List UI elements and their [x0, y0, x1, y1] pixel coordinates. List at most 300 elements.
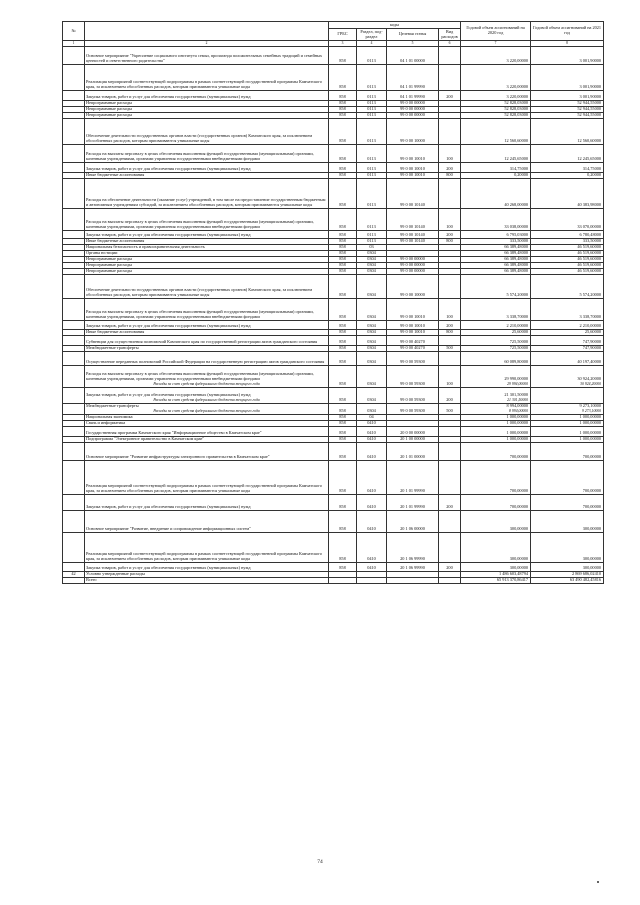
- row-target: 99 0 00 00000: [387, 100, 439, 106]
- row-section: 0304: [357, 262, 387, 268]
- row-grbs: 858: [329, 178, 357, 208]
- row-vid: 200: [439, 387, 461, 403]
- row-section: 0304: [357, 403, 387, 414]
- row-amount-2021: 0,20000: [531, 172, 604, 178]
- row-target: 99 0 00 00000: [387, 256, 439, 262]
- row-amount-2021: 747,90000: [531, 345, 604, 351]
- row-number: [63, 144, 85, 162]
- row-vid: [439, 510, 461, 532]
- row-section: 03: [357, 244, 387, 250]
- row-number: [63, 274, 85, 298]
- row-amount-2020: 52 828,03000: [461, 100, 531, 106]
- row-grbs: 858: [329, 329, 357, 335]
- row-target: 99 0 00 10010: [387, 172, 439, 178]
- row-target: 20 1 01 99990: [387, 460, 439, 494]
- table-row: [63, 208, 604, 230]
- header-grbs: ГРБС: [329, 29, 357, 41]
- table-row: [63, 230, 604, 238]
- header-section: Раздел, под-раздел: [357, 29, 387, 41]
- table-row: [63, 118, 604, 144]
- row-name: Расходы на выплаты персоналу в целях обеспечения выполнения функций государственными (муниципальными) органами, казенными учреждениями, органами управления государственными внебюджетными фондами: [85, 298, 329, 320]
- row-name: Национальная экономика: [85, 414, 329, 420]
- row-name: Связь и информатика: [85, 420, 329, 426]
- row-amount-2020: [461, 387, 531, 403]
- row-amount-2020: 3 220,00000: [461, 64, 531, 90]
- row-name: Основное мероприятие "Укрепление социального института семьи, пропаганда положительных семейных традиций и семейных ценностей и ответственного родительства": [85, 46, 329, 64]
- row-amount-2020: 3 338,70000: [461, 298, 531, 320]
- row-number: [63, 365, 85, 387]
- row-number: [63, 403, 85, 414]
- row-target: 20 1 01 99990: [387, 494, 439, 510]
- col-num-8: 8: [531, 41, 604, 47]
- row-amount-2020: 52 828,03000: [461, 112, 531, 118]
- scan-mark: [597, 881, 599, 883]
- row-name: Обеспечение деятельности государственных органов власти (государственных органов) Камчатского края, за исключением обособленных расходов, которым присваиваются уникальные коды: [85, 118, 329, 144]
- table-row: [63, 274, 604, 298]
- row-target: 99 0 00 59300: [387, 365, 439, 387]
- row-name: Основное мероприятие "Развитие инфраструктуры электронного правительства в Камчатском крае": [85, 442, 329, 460]
- row-number: [63, 510, 85, 532]
- row-section: 0304: [357, 256, 387, 262]
- row-name: Непрограммные расходы: [85, 106, 329, 112]
- row-number: [63, 562, 85, 571]
- row-amount-2021-sub-value: 30 924,20000: [580, 382, 602, 386]
- row-amount-2021: 3 338,70000: [531, 298, 604, 320]
- row-name-text: Расходы на выплаты персоналу в целях обеспечения выполнения функций государственными (муниципальными) органами, казенными учреждениями, органами управления государственными внебюджетными фондами: [86, 371, 314, 382]
- row-grbs: [329, 577, 357, 583]
- row-vid: [439, 351, 461, 365]
- row-target: 99 0 00 10010: [387, 298, 439, 320]
- row-number: [63, 320, 85, 329]
- row-target: 04 1 01 00000: [387, 46, 439, 64]
- row-grbs: 858: [329, 320, 357, 329]
- row-vid: 200: [439, 230, 461, 238]
- row-section: 0410: [357, 562, 387, 571]
- row-name: Закупка товаров, работ и услуг для обеспечения государственных (муниципальных) нужд: [85, 320, 329, 329]
- row-section: 0410: [357, 442, 387, 460]
- row-vid: [439, 442, 461, 460]
- row-amount-2020: 25,60000: [461, 329, 531, 335]
- row-name: [85, 365, 329, 387]
- row-number: [63, 426, 85, 436]
- row-amount-2020: 60 089,80000: [461, 351, 531, 365]
- row-target: 04 1 01 99990: [387, 90, 439, 100]
- row-amount-2021: 52 944,55000: [531, 100, 604, 106]
- row-grbs: 858: [329, 562, 357, 571]
- row-section: 0304: [357, 250, 387, 256]
- header-2020: Годовой объем ассигнований на 2020 год: [461, 22, 531, 41]
- row-vid: 800: [439, 329, 461, 335]
- table-row: [63, 64, 604, 90]
- row-section: 0304: [357, 365, 387, 387]
- row-name: Расходы на выплаты персоналу в целях обеспечения выполнения функций государственными (муниципальными) органами, казенными учреждениями, органами управления государственными внебюджетными фондами: [85, 144, 329, 162]
- row-name: Реализация мероприятий соответствующей подпрограммы в рамках соответствующей государственной программы Камчатского края, за исключением обособленных расходов, которым присваиваются уникальные коды: [85, 532, 329, 562]
- row-target: 04 1 01 99990: [387, 64, 439, 90]
- row-amount-2021: 700,00000: [531, 494, 604, 510]
- row-amount-2020: 12 245,65000: [461, 144, 531, 162]
- row-section: 0304: [357, 298, 387, 320]
- row-section: 0113: [357, 100, 387, 106]
- row-number: [63, 494, 85, 510]
- row-section: 0113: [357, 64, 387, 90]
- row-amount-2020-sub-value: 29 994,00000: [507, 382, 529, 386]
- row-grbs: 858: [329, 172, 357, 178]
- row-amount-2021: 1 000,00000: [531, 420, 604, 426]
- row-grbs: 858: [329, 510, 357, 532]
- row-amount-2020: 66 389,48000: [461, 244, 531, 250]
- row-section: 0113: [357, 46, 387, 64]
- row-amount-2021: 12 560,60000: [531, 118, 604, 144]
- row-grbs: 858: [329, 268, 357, 274]
- row-section: 0113: [357, 208, 387, 230]
- row-amount-2021: 1 000,00000: [531, 414, 604, 420]
- row-amount-2020: 700,00000: [461, 442, 531, 460]
- row-name: Непрограммные расходы: [85, 262, 329, 268]
- row-amount-2021: 300,00000: [531, 510, 604, 532]
- header-target: Целевая статья: [387, 29, 439, 41]
- row-section: 0304: [357, 320, 387, 329]
- row-number: [63, 532, 85, 562]
- row-name: Условно утвержденные расходы: [85, 571, 329, 577]
- row-section: 0304: [357, 268, 387, 274]
- row-grbs: 858: [329, 403, 357, 414]
- row-grbs: 858: [329, 387, 357, 403]
- row-section: 0304: [357, 274, 387, 298]
- row-grbs: 858: [329, 426, 357, 436]
- row-grbs: 858: [329, 335, 357, 345]
- row-amount-2020: 1 486 603,48794: [461, 571, 531, 577]
- row-vid: 100: [439, 208, 461, 230]
- row-target: 99 0 00 59300: [387, 387, 439, 403]
- row-amount-2021: 52 944,55000: [531, 112, 604, 118]
- row-subnote: Расходы за счет средств федерального бюджета текущего года: [153, 398, 260, 402]
- col-num-3: 3: [329, 41, 357, 47]
- row-name: Закупка товаров, работ и услуг для обеспечения государственных (муниципальных) нужд: [85, 562, 329, 571]
- table-body: [63, 46, 604, 583]
- row-name: Закупка товаров, работ и услуг для обеспечения государственных (муниципальных) нужд: [85, 230, 329, 238]
- row-name: Субвенции для осуществления полномочий Камчатского края по государственной регистрации актов гражданского состояния: [85, 335, 329, 345]
- row-target: 20 1 06 99990: [387, 562, 439, 571]
- row-name: Закупка товаров, работ и услуг для обеспечения государственных (муниципальных) нужд: [85, 494, 329, 510]
- row-name: [85, 403, 329, 414]
- row-amount-2020-value: 8 994,00000: [506, 403, 529, 408]
- row-amount-2021: [531, 365, 604, 387]
- row-amount-2021-sub-value: 9 273,10000: [582, 408, 602, 413]
- row-section: 0113: [357, 172, 387, 178]
- row-amount-2020: 1 000,00000: [461, 414, 531, 420]
- row-name-text: Межбюджетные трансферты: [86, 403, 139, 408]
- col-num-2: 2: [85, 41, 329, 47]
- row-vid: 500: [439, 403, 461, 414]
- row-target: 99 0 00 10010: [387, 144, 439, 162]
- row-amount-2021: 3 001,90000: [531, 90, 604, 100]
- row-number: [63, 577, 85, 583]
- row-name: Расходы на обеспечение деятельности (оказание услуг) учреждений, в том числе на предоставление государственным бюджетным и автономным учреждениям субсидий, за исключением обособленных расходов, которым присваиваются уникальные коды: [85, 178, 329, 208]
- row-target: 99 0 00 10010: [387, 329, 439, 335]
- row-name: [85, 387, 329, 403]
- table-row: [63, 46, 604, 64]
- table-row: [63, 460, 604, 494]
- row-name: Основное мероприятие "Развитие, внедрение и сопровождение информационных систем": [85, 510, 329, 532]
- row-number: [63, 162, 85, 172]
- row-amount-2020: [461, 365, 531, 387]
- row-amount-2021-value: 9 273,10000: [579, 403, 602, 408]
- row-name: Всего: [85, 577, 329, 583]
- row-target: [387, 577, 439, 583]
- row-name: Межбюджетные трансферты: [85, 345, 329, 351]
- row-amount-2020: 33 038,00000: [461, 208, 531, 230]
- table-row: [63, 577, 604, 583]
- row-number: [63, 64, 85, 90]
- row-name: Государственная программа Камчатского края "Информационное общество в Камчатском крае": [85, 426, 329, 436]
- row-name: Закупка товаров, работ и услуг для обеспечения государственных (муниципальных) нужд: [85, 90, 329, 100]
- row-section: 0113: [357, 238, 387, 244]
- header-vid: Вид расходов: [439, 29, 461, 41]
- row-amount-2020: 65 913 370,86417: [461, 577, 531, 583]
- row-name: Непрограммные расходы: [85, 256, 329, 262]
- row-target: 99 0 00 10000: [387, 274, 439, 298]
- row-grbs: 858: [329, 162, 357, 172]
- row-name-text: Закупка товаров, работ и услуг для обеспечения государственных (муниципальных) нужд: [86, 392, 251, 398]
- row-grbs: 858: [329, 532, 357, 562]
- table-row: [63, 562, 604, 571]
- row-section: 0410: [357, 436, 387, 442]
- row-section: 0113: [357, 230, 387, 238]
- table-row: [63, 162, 604, 172]
- row-amount-2021: 300,00000: [531, 532, 604, 562]
- table-row: [63, 510, 604, 532]
- row-number: [63, 230, 85, 238]
- row-amount-2020: 66 389,48000: [461, 268, 531, 274]
- row-target: 99 0 00 40270: [387, 335, 439, 345]
- row-amount-2020-sub-value: 21 301,50000: [507, 398, 529, 402]
- row-grbs: 858: [329, 106, 357, 112]
- row-amount-2020: 0,20000: [461, 172, 531, 178]
- row-target: 99 0 00 40270: [387, 345, 439, 351]
- row-grbs: 858: [329, 100, 357, 106]
- row-number: [63, 90, 85, 100]
- row-section: 0113: [357, 118, 387, 144]
- row-number: [63, 118, 85, 144]
- row-grbs: 858: [329, 420, 357, 426]
- row-grbs: 858: [329, 442, 357, 460]
- table-row: [63, 426, 604, 436]
- header-name: [85, 22, 329, 41]
- row-amount-2021: 5 574,20000: [531, 274, 604, 298]
- row-target: 99 0 00 10140: [387, 178, 439, 208]
- row-name: Иные бюджетные ассигнования: [85, 172, 329, 178]
- row-vid: 200: [439, 162, 461, 172]
- row-amount-2020: 6 795,03000: [461, 230, 531, 238]
- row-vid: [439, 577, 461, 583]
- row-grbs: 858: [329, 365, 357, 387]
- row-grbs: 858: [329, 436, 357, 442]
- row-section: 0304: [357, 329, 387, 335]
- row-amount-2020: 2 210,00000: [461, 320, 531, 329]
- row-amount-2020: 12 560,60000: [461, 118, 531, 144]
- row-amount-2020: 314,75000: [461, 162, 531, 172]
- row-name: Реализация мероприятий соответствующей подпрограммы в рамках соответствующей государственной программы Камчатского края, за исключением обособленных расходов, которым присваиваются уникальные коды: [85, 460, 329, 494]
- row-amount-2021: [531, 403, 604, 414]
- row-section: 0410: [357, 494, 387, 510]
- row-number: 42: [63, 571, 85, 577]
- row-section: 04: [357, 414, 387, 420]
- col-num-5: 5: [387, 41, 439, 47]
- row-name: Непрограммные расходы: [85, 100, 329, 106]
- row-amount-2021: 3 001,90000: [531, 64, 604, 90]
- row-vid: [439, 274, 461, 298]
- row-section: 0410: [357, 420, 387, 426]
- row-amount-2020-value: 21 301,50000: [504, 392, 529, 398]
- row-number: [63, 351, 85, 365]
- table-row: [63, 387, 604, 403]
- table-row: [63, 365, 604, 387]
- row-vid: [439, 426, 461, 436]
- row-name: Расходы на выплаты персоналу в целях обеспечения выполнения функций государственными (муниципальными) органами, казенными учреждениями, органами управления государственными внебюджетными фондами: [85, 208, 329, 230]
- row-grbs: 858: [329, 298, 357, 320]
- row-grbs: 858: [329, 118, 357, 144]
- row-vid: 200: [439, 494, 461, 510]
- row-amount-2021: 33 070,00000: [531, 208, 604, 230]
- row-number: [63, 46, 85, 64]
- row-amount-2021: 40 197,40000: [531, 351, 604, 365]
- row-amount-2021: 747,90000: [531, 335, 604, 345]
- row-vid: [439, 335, 461, 345]
- row-amount-2021: 46 519,60000: [531, 268, 604, 274]
- row-grbs: 858: [329, 262, 357, 268]
- row-section: 0113: [357, 144, 387, 162]
- row-name: Осуществление переданных полномочий Российской Федерации на государственную регистрацию актов гражданского состояния: [85, 351, 329, 365]
- row-grbs: 858: [329, 351, 357, 365]
- row-grbs: 858: [329, 460, 357, 494]
- row-amount-2020: 40 268,00000: [461, 178, 531, 208]
- row-vid: 200: [439, 90, 461, 100]
- row-number: [63, 178, 85, 208]
- row-amount-2020: 66 389,48000: [461, 262, 531, 268]
- row-section: 0304: [357, 335, 387, 345]
- row-amount-2020: [461, 403, 531, 414]
- row-section: 0410: [357, 510, 387, 532]
- row-target: 99 0 00 10000: [387, 118, 439, 144]
- row-grbs: 858: [329, 230, 357, 238]
- table-row: [63, 532, 604, 562]
- row-name: Подпрограмма "Электронное правительство в Камчатском крае": [85, 436, 329, 442]
- row-name: Реализация мероприятий соответствующей подпрограммы в рамках соответствующей государственной программы Камчатского края, за исключением обособленных расходов, которым присваиваются уникальные коды: [85, 64, 329, 90]
- row-subnote: Расходы за счет средств федерального бюджета текущего года: [153, 382, 260, 386]
- row-vid: [439, 64, 461, 90]
- row-amount-2021: 63 490 482,45816: [531, 577, 604, 583]
- row-target: 99 0 00 10140: [387, 230, 439, 238]
- row-name: Иные бюджетные ассигнования: [85, 238, 329, 244]
- row-amount-2021: 46 519,60000: [531, 256, 604, 262]
- row-amount-2020: 3 220,00000: [461, 90, 531, 100]
- table-row: [63, 442, 604, 460]
- row-amount-2021: 1 000,00000: [531, 426, 604, 436]
- table-row: [63, 403, 604, 414]
- table-row: [63, 178, 604, 208]
- row-vid: 800: [439, 172, 461, 178]
- table-row: [63, 351, 604, 365]
- row-section: 0304: [357, 351, 387, 365]
- row-amount-2021: 700,00000: [531, 442, 604, 460]
- row-amount-2021: 3 001,90000: [531, 46, 604, 64]
- row-amount-2021: [531, 387, 604, 403]
- row-grbs: 858: [329, 345, 357, 351]
- row-amount-2020: 3 220,00000: [461, 46, 531, 64]
- row-section: 0113: [357, 162, 387, 172]
- row-vid: 100: [439, 365, 461, 387]
- row-vid: [439, 460, 461, 494]
- row-grbs: 858: [329, 414, 357, 420]
- row-amount-2021: 52 944,55000: [531, 106, 604, 112]
- row-target: 99 0 00 10140: [387, 208, 439, 230]
- row-amount-2021: 300,00000: [531, 562, 604, 571]
- row-number: [63, 387, 85, 403]
- row-amount-2021: 2 210,00000: [531, 320, 604, 329]
- row-amount-2021: 1 000,00000: [531, 436, 604, 442]
- col-num-1: 1: [63, 41, 85, 47]
- row-number: [63, 335, 85, 345]
- row-section: 0113: [357, 106, 387, 112]
- table-row: [63, 320, 604, 329]
- row-target: 99 0 00 10140: [387, 238, 439, 244]
- table-row: [63, 144, 604, 162]
- row-amount-2020: 5 574,20000: [461, 274, 531, 298]
- table-row: [63, 90, 604, 100]
- row-target: 20 1 06 00000: [387, 510, 439, 532]
- row-grbs: 858: [329, 90, 357, 100]
- row-grbs: 858: [329, 256, 357, 262]
- row-amount-2020: 300,00000: [461, 510, 531, 532]
- row-vid: 200: [439, 562, 461, 571]
- row-vid: 800: [439, 238, 461, 244]
- row-grbs: 858: [329, 208, 357, 230]
- row-amount-2021: 12 245,65000: [531, 144, 604, 162]
- row-amount-2020: 1 000,00000: [461, 426, 531, 436]
- row-vid: 100: [439, 298, 461, 320]
- budget-table: [62, 21, 604, 584]
- row-vid: [439, 118, 461, 144]
- row-number: [63, 298, 85, 320]
- row-section: 0113: [357, 178, 387, 208]
- row-amount-2021: 46 519,60000: [531, 250, 604, 256]
- row-section: [357, 577, 387, 583]
- row-amount-2020: 66 389,48000: [461, 256, 531, 262]
- row-name: Обеспечение деятельности государственных органов власти (государственных органов) Камчатского края, за исключением обособленных расходов, которым присваиваются уникальные коды: [85, 274, 329, 298]
- row-grbs: 858: [329, 144, 357, 162]
- header-codes: коды: [329, 22, 461, 29]
- row-amount-2021: 700,00000: [531, 460, 604, 494]
- row-vid: 100: [439, 144, 461, 162]
- row-name: Непрограммные расходы: [85, 268, 329, 274]
- row-amount-2020: 725,50000: [461, 335, 531, 345]
- row-grbs: 858: [329, 494, 357, 510]
- row-amount-2020: 1 000,00000: [461, 420, 531, 426]
- row-target: 99 0 00 00000: [387, 106, 439, 112]
- row-section: 0410: [357, 460, 387, 494]
- row-amount-2020: 700,00000: [461, 460, 531, 494]
- col-num-4: 4: [357, 41, 387, 47]
- row-grbs: 858: [329, 238, 357, 244]
- row-target: 99 0 00 00000: [387, 112, 439, 118]
- header-num: №: [63, 22, 85, 41]
- row-name: Закупка товаров, работ и услуг для обеспечения государственных (муниципальных) нужд: [85, 162, 329, 172]
- row-section: 0304: [357, 387, 387, 403]
- row-amount-2020: 700,00000: [461, 494, 531, 510]
- col-num-6: 6: [439, 41, 461, 47]
- row-amount-2021: 2 869 686,02410: [531, 571, 604, 577]
- row-section: 0113: [357, 112, 387, 118]
